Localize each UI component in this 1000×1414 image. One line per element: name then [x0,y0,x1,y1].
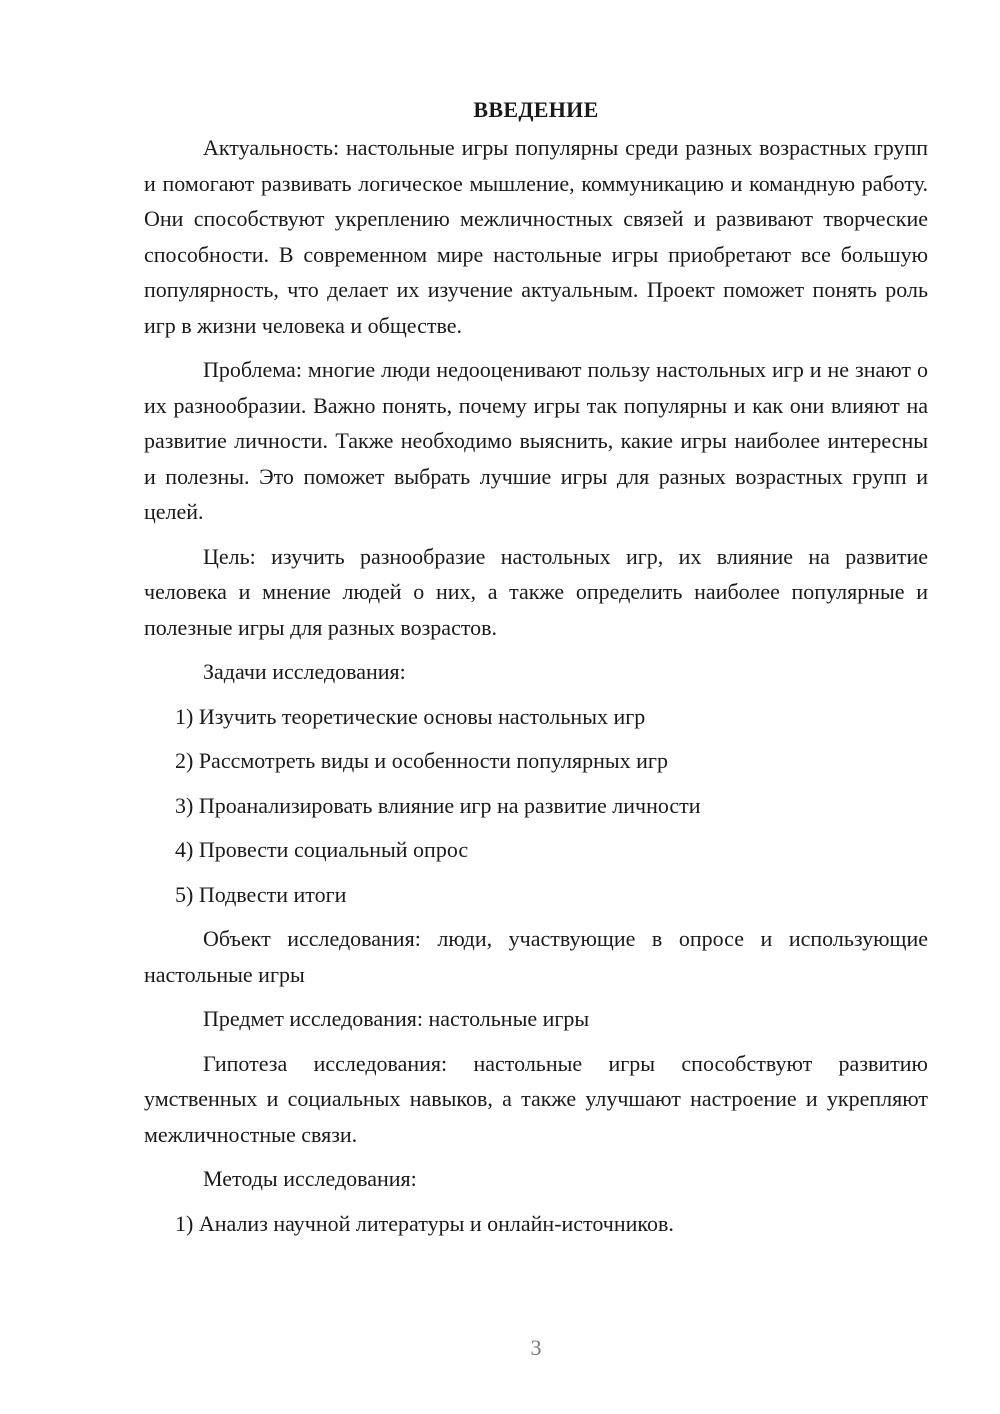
section-title: ВВЕДЕНИЕ [473,97,599,122]
relevance-paragraph: Актуальность: настольные игры популярны среди разных возрастных групп и помогают развивать логическое мышление, коммуникацию и командную работу. Они способствуют укреплению межличностных связей и развивают творческие способности. В современном мире настольные игры приобретают все большую популярность, что делает их изучение актуальным. Проект поможет понять роль игр в жизни человека и обществе. [144,135,928,338]
object-paragraph: Объект исследования: люди, участвующие в опросе и использующие настольные игры [144,926,928,987]
tasks-heading: Задачи исследования: [203,659,406,684]
method-item: 1) Анализ научной литературы и онлайн-источников. [175,1210,674,1236]
task-item: 1) Изучить теоретические основы настольных игр [175,703,646,729]
document-page [144,92,928,1241]
goal-paragraph: Цель: изучить разнообразие настольных игр, их влияние на развитие человека и мнение людей о них, а также определить наиболее популярные и полезные игры для разных возрастов. [144,543,928,640]
task-item: 5) Подвести итоги [175,881,347,907]
methods-heading: Методы исследования: [203,1166,417,1191]
task-item: 3) Проанализировать влияние игр на развитие личности [175,792,701,818]
subject-paragraph: Предмет исследования: настольные игры [203,1006,590,1031]
task-item: 2) Рассмотреть виды и особенности популярных игр [175,748,668,773]
problem-paragraph: Проблема: многие люди недооценивают пользу настольных игр и не знают о их разнообразии. Важно понять, почему игры так популярны и как они влияют на развитие личности. Также необходимо выяснить, какие игры наиболее интересны и полезны. Это поможет выбрать лучшие игры для разных возрастных групп и целей. [144,357,928,524]
task-item: 4) Провести социальный опрос [175,837,469,862]
hypothesis-paragraph: Гипотеза исследования: настольные игры способствуют развитию умственных и социальных навыков, а также улучшают настроение и укрепляют межличностные связи. [144,1050,928,1147]
page-number: 3 [530,1335,542,1360]
